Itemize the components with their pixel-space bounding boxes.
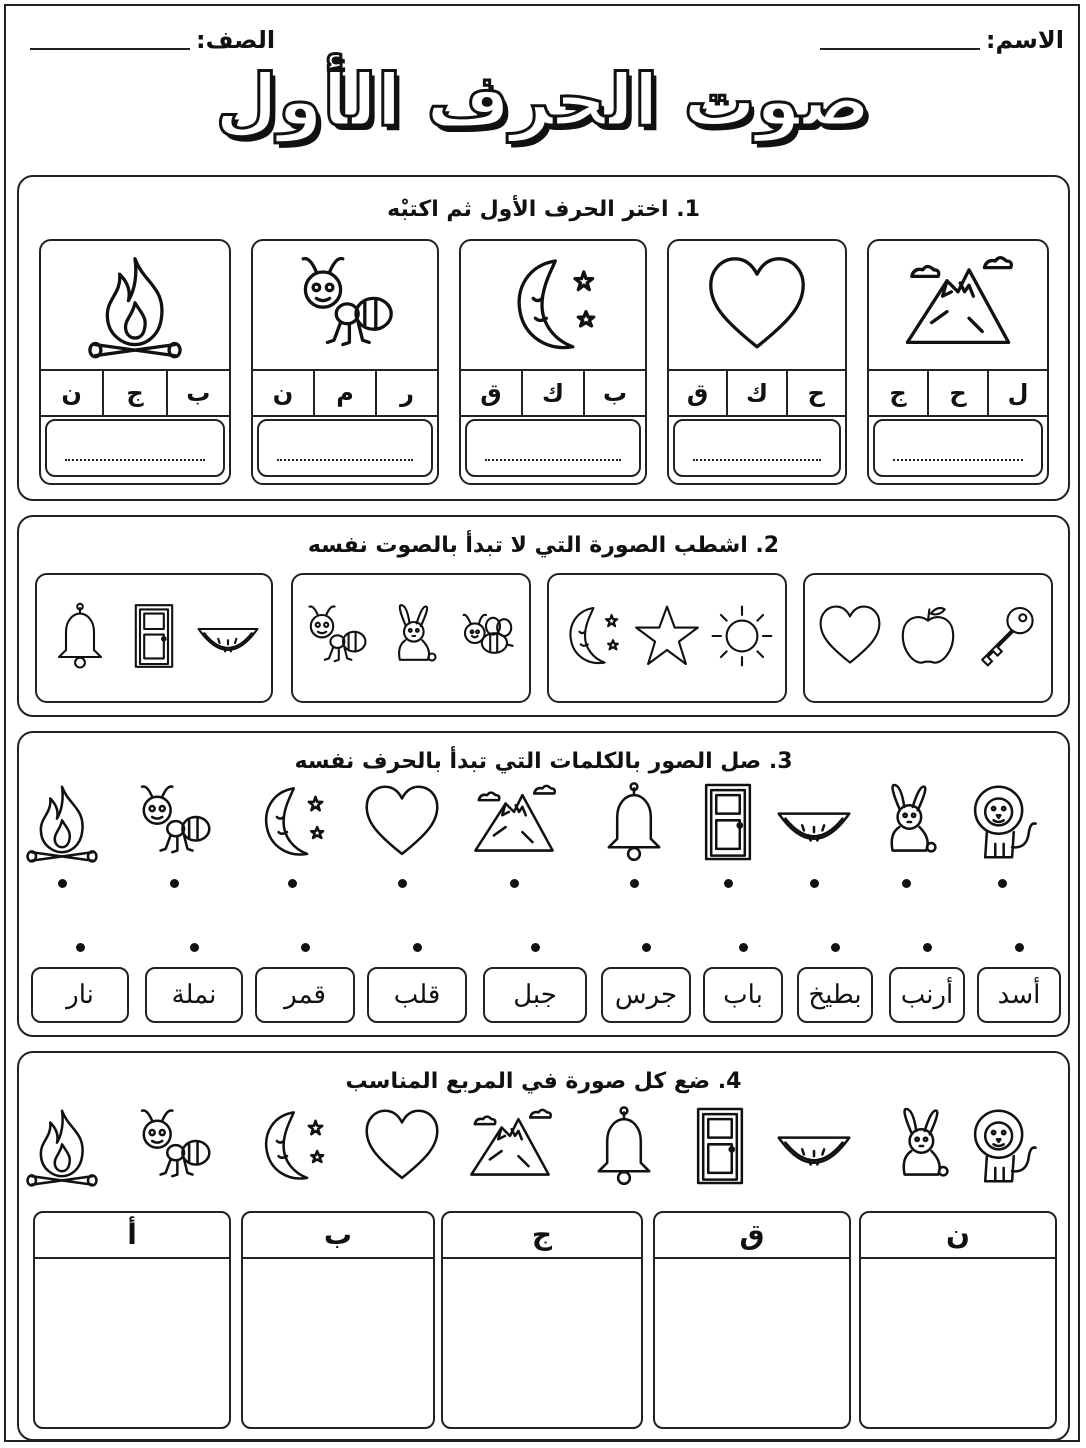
choose-card <box>867 239 1049 485</box>
picture-dot[interactable] <box>398 879 407 888</box>
answer-line[interactable] <box>693 459 821 461</box>
picture-dot[interactable] <box>810 879 819 888</box>
match-picture <box>17 777 107 867</box>
letter-option[interactable]: م <box>313 371 375 415</box>
picture-dot[interactable] <box>724 879 733 888</box>
sort-box-letter: أ <box>35 1213 229 1259</box>
sort-box[interactable] <box>441 1211 643 1429</box>
answer-box[interactable] <box>45 419 225 477</box>
answer-line[interactable] <box>277 459 413 461</box>
match-word[interactable]: أرنب <box>889 967 965 1023</box>
sort-picture[interactable] <box>247 1101 337 1191</box>
door-icon <box>119 596 189 676</box>
letter-option[interactable]: ن <box>272 379 294 407</box>
letter-option[interactable]: ح <box>927 371 987 415</box>
moon-icon <box>250 780 334 864</box>
match-picture <box>357 777 447 867</box>
section-4-title: 4. ضع كل صورة في المربع المناسب <box>345 1069 742 1094</box>
sort-picture[interactable] <box>17 1101 107 1191</box>
key-icon <box>971 596 1041 676</box>
choose-card <box>459 239 647 485</box>
picture-dot[interactable] <box>510 879 519 888</box>
sort-box-letter: ج <box>443 1213 641 1259</box>
answer-box[interactable] <box>257 419 433 477</box>
word-dot[interactable] <box>831 943 840 952</box>
sort-picture[interactable] <box>357 1101 447 1191</box>
word-dot[interactable] <box>413 943 422 952</box>
fire-icon <box>80 250 190 360</box>
card-picture <box>461 241 645 369</box>
fire-icon <box>20 780 104 864</box>
sort-box[interactable] <box>653 1211 851 1429</box>
watermelon-icon <box>772 1104 856 1188</box>
match-picture <box>247 777 337 867</box>
word-dot[interactable] <box>301 943 310 952</box>
fire-icon <box>20 1104 104 1188</box>
ant-icon <box>132 780 216 864</box>
match-word[interactable]: أسد <box>977 967 1061 1023</box>
letter-option[interactable]: ر <box>375 371 437 415</box>
crossable-picture[interactable] <box>707 596 777 680</box>
moon-icon <box>557 596 627 676</box>
card-picture <box>253 241 437 369</box>
match-word[interactable]: جرس <box>601 967 691 1023</box>
ant-icon <box>290 250 400 360</box>
rabbit-icon <box>376 596 446 676</box>
picture-group <box>35 573 273 703</box>
lion-icon <box>960 780 1044 864</box>
word-dot[interactable] <box>923 943 932 952</box>
letter-options <box>461 369 645 417</box>
star-icon <box>632 596 702 676</box>
crossable-picture[interactable] <box>451 596 521 680</box>
mountain-icon <box>903 250 1013 360</box>
bell-icon <box>45 596 115 676</box>
choose-card <box>667 239 847 485</box>
rabbit-icon <box>876 1104 960 1188</box>
sort-box[interactable] <box>859 1211 1057 1429</box>
heart-icon <box>360 1104 444 1188</box>
ant-icon <box>132 1104 216 1188</box>
match-word[interactable]: باب <box>703 967 783 1023</box>
class-line[interactable] <box>30 48 190 50</box>
apple-icon <box>893 596 963 676</box>
answer-box[interactable] <box>873 419 1043 477</box>
picture-dot[interactable] <box>630 879 639 888</box>
letter-option[interactable]: ح <box>786 371 845 415</box>
bee-icon <box>451 596 521 676</box>
card-picture <box>869 241 1047 369</box>
picture-dot[interactable] <box>998 879 1007 888</box>
page-title: صوت الحرف الأول <box>215 58 871 142</box>
watermelon-icon <box>772 780 856 864</box>
match-picture <box>769 777 859 867</box>
choose-card <box>251 239 439 485</box>
crossable-picture[interactable] <box>557 596 627 680</box>
letter-option[interactable]: ج <box>102 371 165 415</box>
letter-options <box>669 369 845 417</box>
letter-option[interactable]: ج <box>889 379 907 407</box>
name-line[interactable] <box>820 48 980 50</box>
card-picture <box>41 241 229 369</box>
crossable-picture[interactable] <box>893 596 963 680</box>
moon-icon <box>250 1104 334 1188</box>
picture-dot[interactable] <box>58 879 67 888</box>
crossable-picture[interactable] <box>193 596 263 680</box>
picture-dot[interactable] <box>902 879 911 888</box>
word-dot[interactable] <box>642 943 651 952</box>
card-picture <box>669 241 845 369</box>
picture-group <box>291 573 531 703</box>
sort-box[interactable] <box>241 1211 435 1429</box>
choose-card <box>39 239 231 485</box>
section-1-title: 1. اختر الحرف الأول ثم اكتبْه <box>387 197 700 222</box>
sort-picture[interactable] <box>957 1101 1047 1191</box>
letter-options <box>253 369 437 417</box>
word-dot[interactable] <box>739 943 748 952</box>
match-word[interactable]: بطيخ <box>797 967 873 1023</box>
picture-dot[interactable] <box>288 879 297 888</box>
match-picture <box>861 777 951 867</box>
letter-option[interactable]: ل <box>987 371 1047 415</box>
lion-icon <box>960 1104 1044 1188</box>
match-word[interactable]: نملة <box>145 967 243 1023</box>
rabbit-icon <box>864 780 948 864</box>
letter-option[interactable]: ك <box>521 371 583 415</box>
class-label: الصف: <box>196 26 276 54</box>
crossable-picture[interactable] <box>376 596 446 680</box>
sort-box-letter: ن <box>861 1213 1055 1259</box>
class-field[interactable] <box>30 26 275 54</box>
section-4 <box>17 1051 1070 1441</box>
mountain-icon <box>472 780 556 864</box>
match-word[interactable]: قمر <box>255 967 355 1023</box>
crossable-picture[interactable] <box>971 596 1041 680</box>
match-picture <box>589 777 679 867</box>
sort-picture[interactable] <box>465 1101 555 1191</box>
name-label: الاسم: <box>985 26 1064 54</box>
answer-line[interactable] <box>65 459 205 461</box>
section-3 <box>17 731 1070 1037</box>
sort-picture[interactable] <box>769 1101 859 1191</box>
sort-picture[interactable] <box>129 1101 219 1191</box>
heart-icon <box>815 596 885 676</box>
answer-line[interactable] <box>485 459 621 461</box>
letter-option[interactable]: ب <box>166 371 229 415</box>
crossable-picture[interactable] <box>119 596 189 680</box>
moon-icon <box>498 250 608 360</box>
letter-options <box>869 369 1047 417</box>
sort-box-letter: ب <box>243 1213 433 1259</box>
answer-box[interactable] <box>673 419 841 477</box>
door-icon <box>678 1104 762 1188</box>
answer-line[interactable] <box>893 459 1023 461</box>
match-word[interactable]: نار <box>31 967 129 1023</box>
match-word[interactable]: قلب <box>367 967 467 1023</box>
letter-option[interactable]: ك <box>726 371 785 415</box>
match-picture <box>469 777 559 867</box>
sort-picture[interactable] <box>675 1101 765 1191</box>
letter-option[interactable]: ق <box>686 379 709 407</box>
picture-group <box>803 573 1053 703</box>
heart-icon <box>360 780 444 864</box>
word-dot[interactable] <box>190 943 199 952</box>
crossable-picture[interactable] <box>632 596 702 680</box>
word-dot[interactable] <box>1015 943 1024 952</box>
sun-icon <box>707 596 777 676</box>
crossable-picture[interactable] <box>45 596 115 680</box>
section-3-title: 3. صل الصور بالكلمات التي تبدأ بالحرف نفسه <box>294 749 793 774</box>
bell-icon <box>592 780 676 864</box>
section-2-title: 2. اشطب الصورة التي لا تبدأ بالصوت نفسه <box>307 533 780 558</box>
picture-dot[interactable] <box>170 879 179 888</box>
answer-box[interactable] <box>465 419 641 477</box>
sort-picture[interactable] <box>873 1101 963 1191</box>
letter-option[interactable]: ن <box>61 379 82 407</box>
sort-box-letter: ق <box>655 1213 849 1259</box>
section-1 <box>17 175 1070 501</box>
watermelon-icon <box>193 596 263 676</box>
name-field[interactable] <box>820 26 1064 54</box>
match-picture <box>957 777 1047 867</box>
match-picture <box>129 777 219 867</box>
sort-picture[interactable] <box>579 1101 669 1191</box>
ant-icon <box>301 596 371 676</box>
mountain-icon <box>468 1104 552 1188</box>
picture-group <box>547 573 787 703</box>
letter-option[interactable]: ق <box>480 379 502 407</box>
match-picture <box>683 777 773 867</box>
word-dot[interactable] <box>76 943 85 952</box>
section-2 <box>17 515 1070 717</box>
door-icon <box>686 780 770 864</box>
letter-options <box>41 369 229 417</box>
crossable-picture[interactable] <box>301 596 371 680</box>
match-word[interactable]: جبل <box>483 967 587 1023</box>
letter-option[interactable]: ب <box>583 371 645 415</box>
word-dot[interactable] <box>531 943 540 952</box>
sort-box[interactable] <box>33 1211 231 1429</box>
crossable-picture[interactable] <box>815 596 885 680</box>
bell-icon <box>582 1104 666 1188</box>
heart-icon <box>702 250 812 360</box>
